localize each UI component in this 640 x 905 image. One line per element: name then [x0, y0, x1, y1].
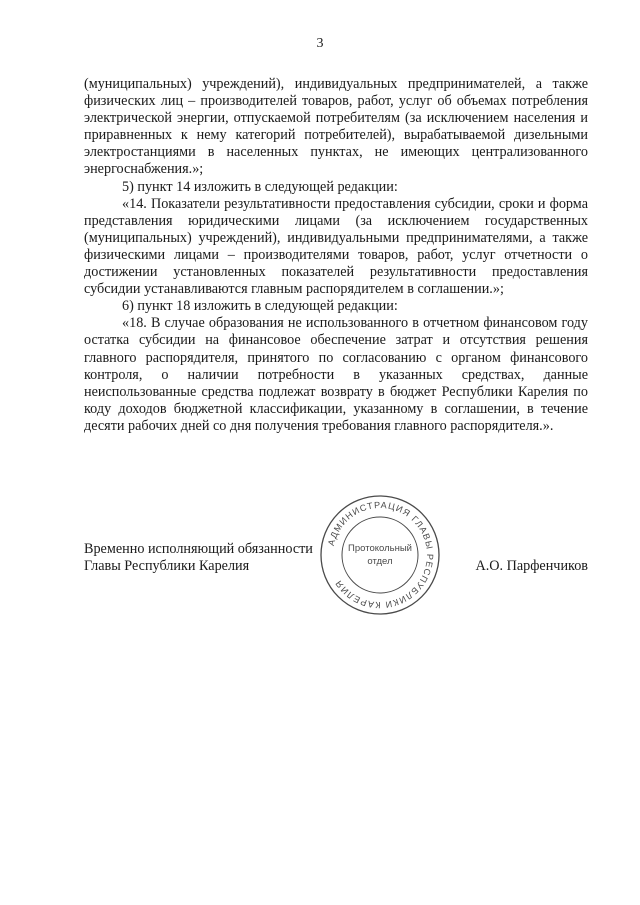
document-body: [84, 76, 588, 435]
signatory-title-line-1: Временно исполняющий обязанности: [84, 541, 313, 557]
page-number: 3: [316, 36, 324, 51]
stamp-outer-ring: [321, 496, 439, 614]
paragraph-clause-18: «18. В случае образования не использованного в отчетном финансовом году остатка субсидии на финансовое обеспечение затрат и отсутствия решения главного распорядителя, принятого по согласованию с органом финансового контроля, о наличии потребности в указанных средствах, данные неиспользованные средства подлежат возврату в бюджет Республики Карелия по коду доходов бюджетной классификации, указанному в соглашении, в течение десяти рабочих дней со дня получения требования главного распорядителя.».: [84, 315, 588, 434]
paragraph-continuation: (муниципальных) учреждений), индивидуальных предпринимателей, а также физических лиц – производителей товаров, работ, услуг об объемах потребления электрической энергии, отпускаемой потребителям (за исключением населения и приравненных к нему категорий потребителей), вырабатываемой дизельными электростанциями в населенных пунктах, не имеющих централизованного энергоснабжения.»;: [84, 76, 588, 178]
signatory-title-line-2: Главы Республики Карелия: [84, 558, 250, 574]
stamp-center-line-1: Протокольный: [348, 543, 412, 554]
paragraph-item-6: 6) пункт 18 изложить в следующей редакции:: [122, 298, 398, 315]
stamp-inner-ring: [342, 517, 418, 593]
paragraph-clause-14: «14. Показатели результативности предоставления субсидии, сроки и форма представления юридическими лицами (за исключением государственных (муниципальных) учреждений), индивидуальными предпринимателями, а также физическими лицами – производителями товаров, работ, услуг отчетности о достижении установленных показателей результативности предоставления субсидии устанавливаются главным распорядителем в соглашении.»;: [84, 195, 588, 298]
official-stamp: [318, 493, 442, 617]
paragraph-item-5: 5) пункт 14 изложить в следующей редакции:: [122, 178, 398, 195]
signatory-name: А.О. Парфенчиков: [475, 558, 588, 574]
stamp-center-line-2: отдел: [367, 556, 393, 567]
stamp-ring-text: АДМИНИСТРАЦИЯ ГЛАВЫ РЕСПУБЛИКИ КАРЕЛИЯ: [325, 499, 436, 611]
signatory-title: [84, 541, 313, 575]
